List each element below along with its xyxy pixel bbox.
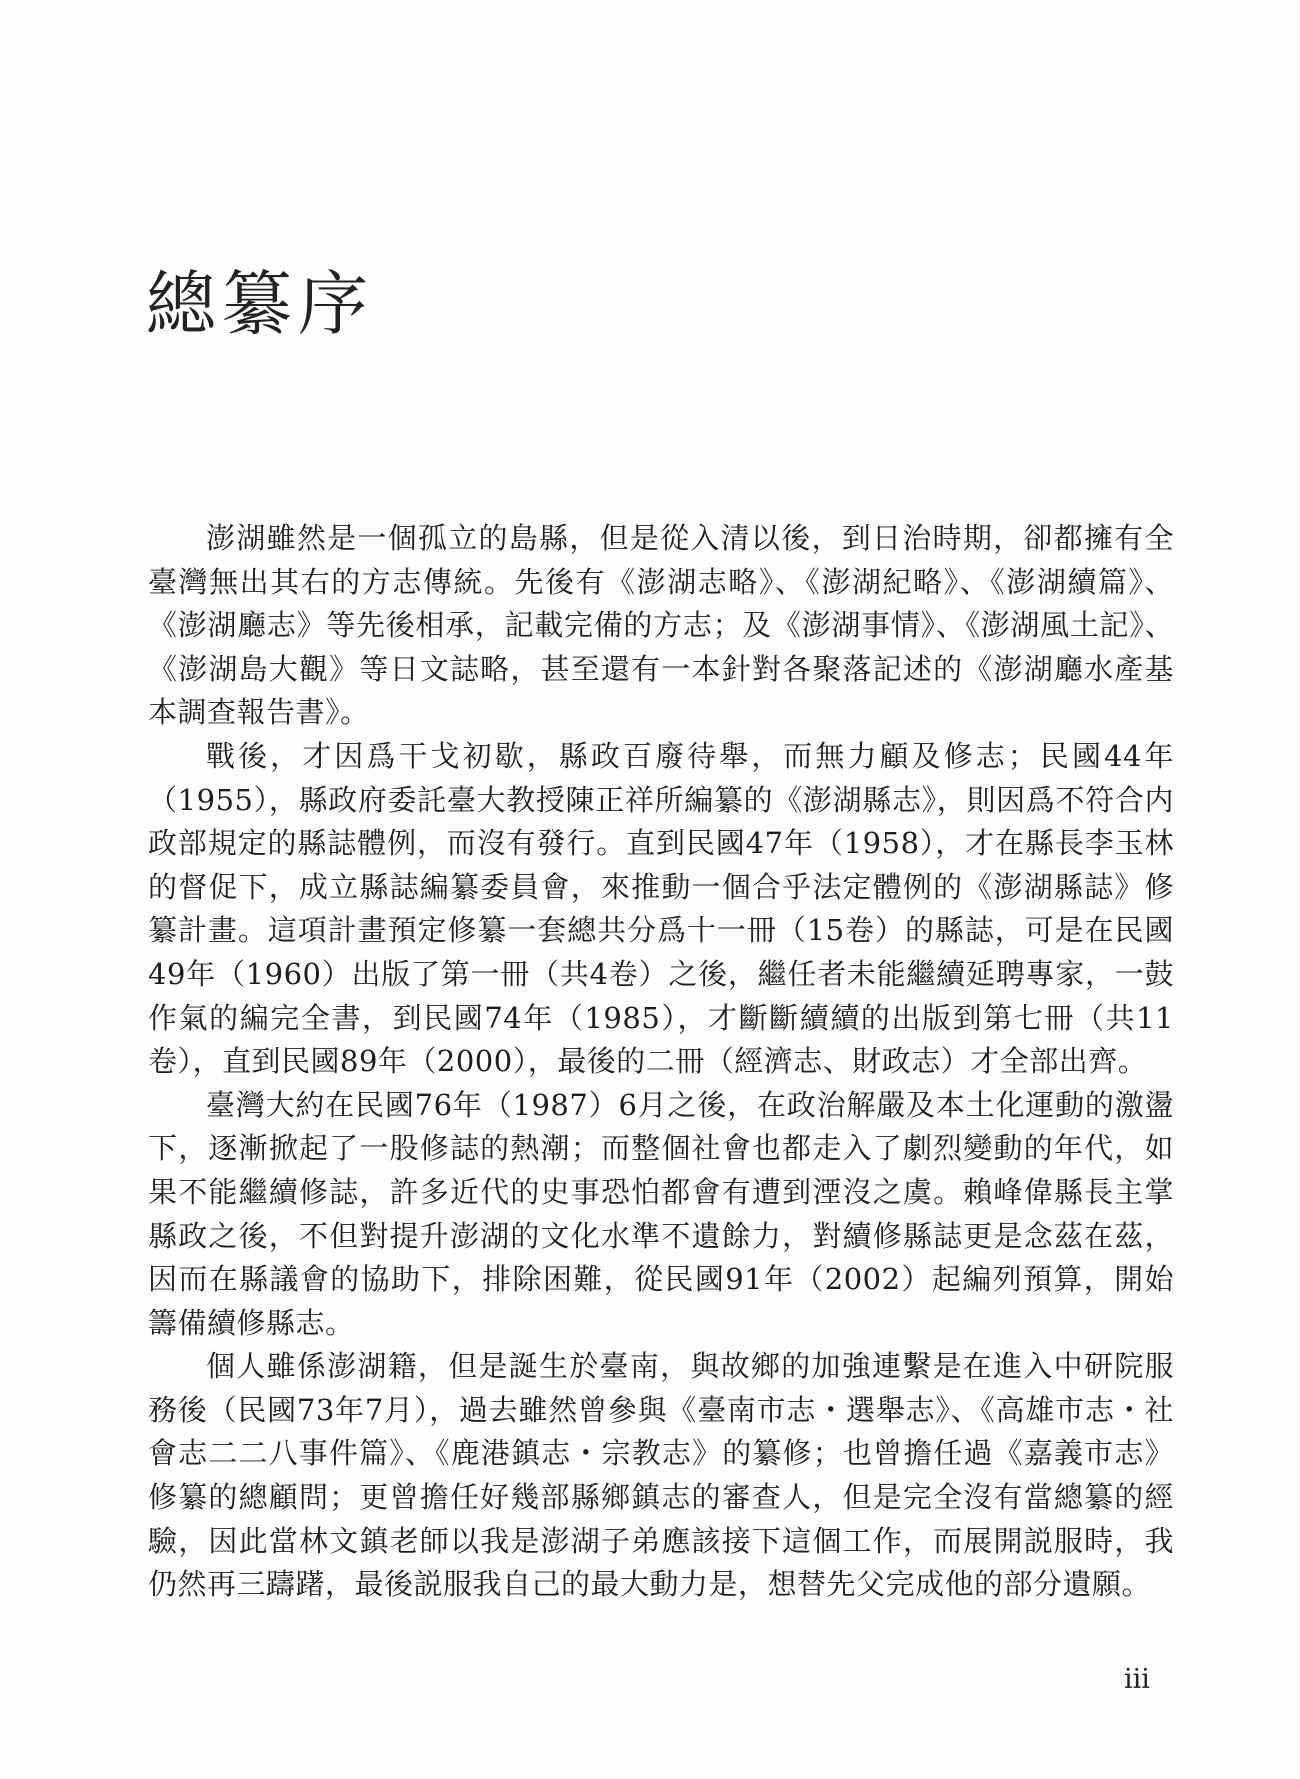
paragraph-1: 澎湖雖然是一個孤立的島縣，但是從入清以後，到日治時期，卻都擁有全臺灣無出其右的方志傳統。先後有《澎湖志略》、《澎湖紀略》、《澎湖續篇》、《澎湖廳志》等先後相承，記載完備的方志；及《澎湖事情》、《澎湖風土記》、《澎湖島大觀》等日文誌略，甚至還有一本針對各聚落記述的《澎湖廳水產基本調查報告書》。 xyxy=(148,521,1174,730)
paragraph-2: 戰後，才因爲干戈初歇，縣政百廢待舉，而無力顧及修志；民國44年（1955），縣政府委託臺大教授陳正祥所編纂的《澎湖縣志》，則因爲不符合内政部規定的縣誌體例，而沒有發行。直到民國47年（1958），才在縣長李玉林的督促下，成立縣誌編纂委員會，來推動一個合乎法定體例的《澎湖縣誌》修纂計畫。這項計畫預定修纂一套總共分爲十一冊（15卷）的縣誌，可是在民國49年（1960）出版了第一冊（共4卷）之後，繼任者未能繼續延聘專家，一鼓作氣的編完全書，到民國74年（1985），才斷斷續續的出版到第七冊（共11卷），直到民國89年（2000），最後的二冊（經濟志、財政志）才全部出齊。 xyxy=(148,738,1174,1079)
page-number: iii xyxy=(1124,1664,1150,1695)
body-text xyxy=(148,517,1174,1607)
page-title: 總纂序 xyxy=(146,263,374,345)
paragraph-4: 個人雖係澎湖籍，但是誕生於臺南，與故鄉的加強連繫是在進入中研院服務後（民國73年7月），過去雖然曾參與《臺南市志・選舉志》、《高雄市志・社會志二二八事件篇》、《鹿港鎮志・宗教志》的纂修；也曾擔任過《嘉義市志》修纂的總顧問；更曾擔任好幾部縣鄉鎮志的審查人，但是完全沒有當總纂的經驗，因此當林文鎮老師以我是澎湖子弟應該接下這個工作，而展開説服時，我仍然再三躊躇，最後説服我自己的最大動力是，想替先父完成他的部分遺願。 xyxy=(148,1349,1174,1602)
paragraph-3: 臺灣大約在民國76年（1987）6月之後，在政治解嚴及本土化運動的激盪下，逐漸掀起了一股修誌的熱潮；而整個社會也都走入了劇烈變動的年代，如果不能繼續修誌，許多近代的史事恐怕都會有遭到湮沒之虞。賴峰偉縣長主掌縣政之後，不但對提升澎湖的文化水準不遺餘力，對續修縣誌更是念茲在茲，因而在縣議會的協助下，排除困難，從民國91年（2002）起編列預算，開始籌備續修縣志。 xyxy=(148,1087,1174,1340)
